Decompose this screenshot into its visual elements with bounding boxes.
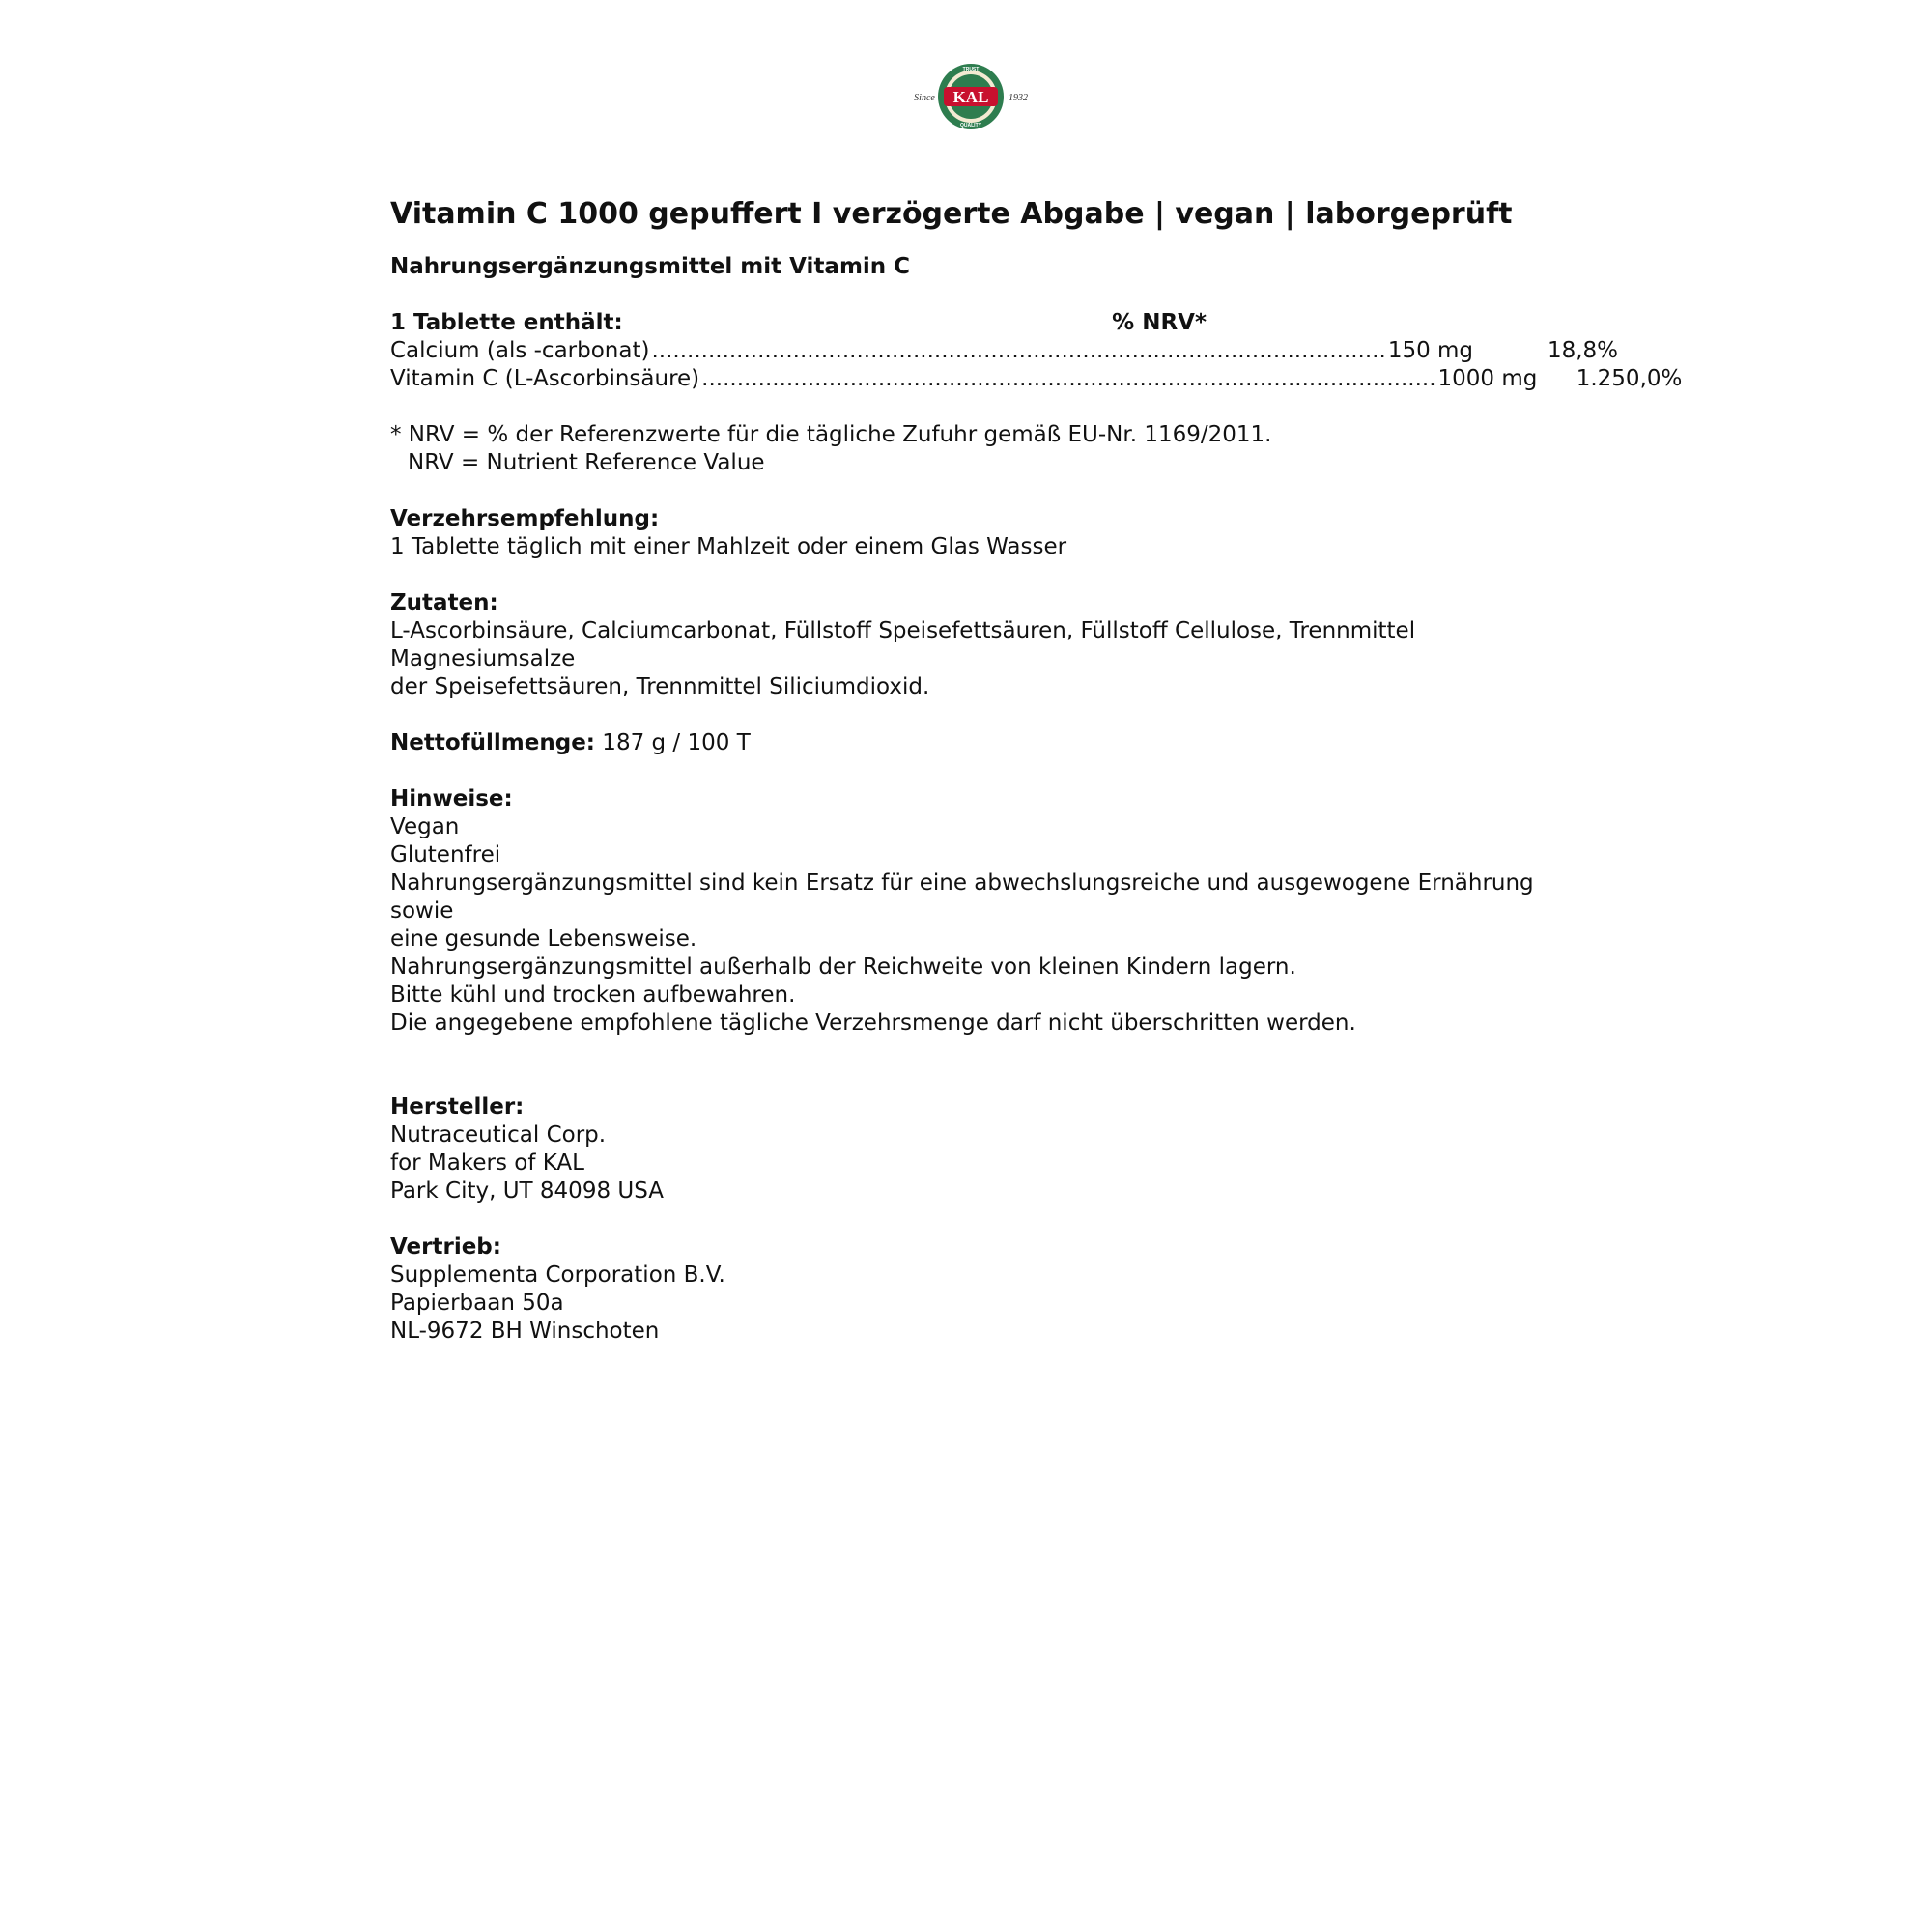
manufacturer-heading: Hersteller: bbox=[390, 1094, 525, 1120]
subtitle: Nahrungsergänzungsmittel mit Vitamin C bbox=[390, 254, 911, 279]
manufacturer-line: Nutraceutical Corp. bbox=[390, 1122, 607, 1148]
distribution-line: Supplementa Corporation B.V. bbox=[390, 1263, 725, 1288]
page-title: Vitamin C 1000 gepuffert I verzögerte Abgabe | vegan | laborgeprüft bbox=[390, 197, 1513, 231]
distribution-line: NL-9672 BH Winschoten bbox=[390, 1319, 660, 1344]
usage-text: 1 Tablette täglich mit einer Mahlzeit oder einem Glas Wasser bbox=[390, 534, 1067, 559]
nutrition-header-pct: % NRV* bbox=[1112, 310, 1207, 335]
net-label: Nettofüllmenge: bbox=[390, 730, 595, 755]
nutrition-row bbox=[390, 337, 1619, 365]
manufacturer-line: Park City, UT 84098 USA bbox=[390, 1179, 664, 1204]
usage-section bbox=[390, 505, 1569, 561]
label-content bbox=[390, 195, 1683, 1374]
note-line: Glutenfrei bbox=[390, 842, 501, 867]
logo-arc-bottom: QUALITY bbox=[960, 123, 981, 128]
logo-brand: KAL bbox=[952, 88, 989, 106]
note-line: Die angegebene empfohlene tägliche Verzehrsmenge darf nicht überschritten werden. bbox=[390, 1010, 1356, 1036]
nutrient-amount: 150 mg bbox=[1387, 338, 1474, 363]
dot-leader: ........................................................................................................ bbox=[651, 338, 1386, 363]
usage-heading: Verzehrsempfehlung: bbox=[390, 506, 660, 531]
distribution-heading: Vertrieb: bbox=[390, 1235, 501, 1260]
ingredients-text: der Speisefettsäuren, Trennmittel Siliciumdioxid. bbox=[390, 674, 930, 699]
nutrient-name: Calcium (als -carbonat) bbox=[390, 338, 650, 363]
net-quantity bbox=[390, 729, 1569, 757]
ingredients-text: L-Ascorbinsäure, Calciumcarbonat, Füllstoff Speisefettsäuren, Füllstoff Cellulose, Trennmittel Magnesiumsalze bbox=[390, 618, 1416, 671]
logo-year: 1932 bbox=[1009, 93, 1028, 103]
manufacturer-line: for Makers of KAL bbox=[390, 1151, 584, 1176]
footnote-line: * NRV = % der Referenzwerte für die tägliche Zufuhr gemäß EU-Nr. 1169/2011. bbox=[390, 422, 1272, 447]
nutrient-amount: 1000 mg bbox=[1437, 366, 1538, 391]
note-line: Nahrungsergänzungsmittel außerhalb der Reichweite von kleinen Kindern lagern. bbox=[390, 954, 1296, 980]
dot-leader: ........................................................................................................ bbox=[701, 366, 1436, 391]
note-line: Nahrungsergänzungsmittel sind kein Ersatz für eine abwechslungsreiche und ausgewogene Ernährung sowie bbox=[390, 870, 1534, 923]
distribution-line: Papierbaan 50a bbox=[390, 1291, 564, 1316]
nutrition-header-label: 1 Tablette enthält: bbox=[390, 310, 623, 335]
kal-logo bbox=[909, 62, 1033, 131]
ingredients-section bbox=[390, 589, 1569, 701]
note-line: Vegan bbox=[390, 814, 460, 839]
note-line: Bitte kühl und trocken aufbewahren. bbox=[390, 982, 796, 1008]
nutrient-name: Vitamin C (L-Ascorbinsäure) bbox=[390, 366, 700, 391]
nutrition-header bbox=[390, 309, 1207, 337]
distribution-section bbox=[390, 1234, 1569, 1346]
logo-arc-top: TRUST bbox=[962, 67, 980, 72]
notes-heading: Hinweise: bbox=[390, 786, 513, 811]
kal-seal-icon bbox=[909, 62, 1033, 131]
ingredients-heading: Zutaten: bbox=[390, 590, 498, 615]
net-value: 187 g / 100 T bbox=[595, 730, 751, 755]
nutrition-row bbox=[390, 365, 1683, 393]
notes-section bbox=[390, 785, 1569, 1037]
footnote-line: NRV = Nutrient Reference Value bbox=[408, 450, 765, 475]
nutrient-nrv: 1.250,0% bbox=[1576, 366, 1683, 391]
nutrition-table bbox=[390, 309, 1683, 393]
note-line: eine gesunde Lebensweise. bbox=[390, 926, 697, 952]
footnote bbox=[390, 421, 1569, 477]
manufacturer-section bbox=[390, 1094, 1569, 1206]
logo-since: Since bbox=[914, 93, 935, 103]
nutrient-nrv: 18,8% bbox=[1547, 338, 1619, 363]
